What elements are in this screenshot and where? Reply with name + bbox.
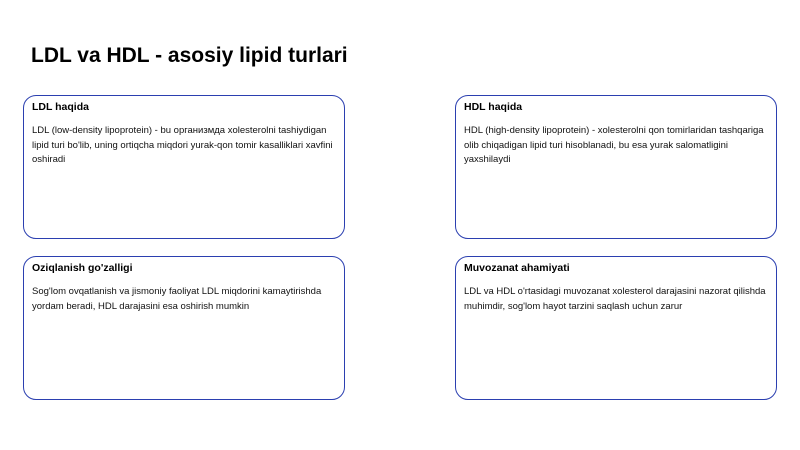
slide-title: LDL va HDL - asosiy lipid turlari — [31, 44, 348, 67]
card-ldl — [23, 95, 345, 239]
card-title: HDL haqida — [464, 101, 523, 113]
card-body: HDL (high-density lipoprotein) - xolesterolni qon tomirlaridan tashqariga olib chiqadigan lipid turi hisoblanadi, bu esa yurak salomatligini yaxshilaydi — [464, 125, 764, 165]
card-title: Muvozanat ahamiyati — [464, 262, 570, 274]
card-body: LDL (low-density lipoprotein) - bu организмда xolesterolni tashiydigan lipid turi bo'lib, uning ortiqcha miqdori yurak-qon tomir kasalliklari xavfini oshiradi — [32, 125, 333, 165]
card-title: LDL haqida — [32, 101, 89, 113]
card-hdl — [455, 95, 777, 239]
card-title: Oziqlanish go'zalligi — [32, 262, 133, 274]
card-body: LDL va HDL o'rtasidagi muvozanat xolesterol darajasini nazorat qilishda muhimdir, sog'lom hayot tarzini saqlash uchun zarur — [464, 286, 766, 312]
card-nutrition — [23, 256, 345, 400]
card-body: Sog'lom ovqatlanish va jismoniy faoliyat LDL miqdorini kamaytirishda yordam beradi, HDL darajasini esa oshirish mumkin — [32, 286, 322, 312]
card-balance — [455, 256, 777, 400]
